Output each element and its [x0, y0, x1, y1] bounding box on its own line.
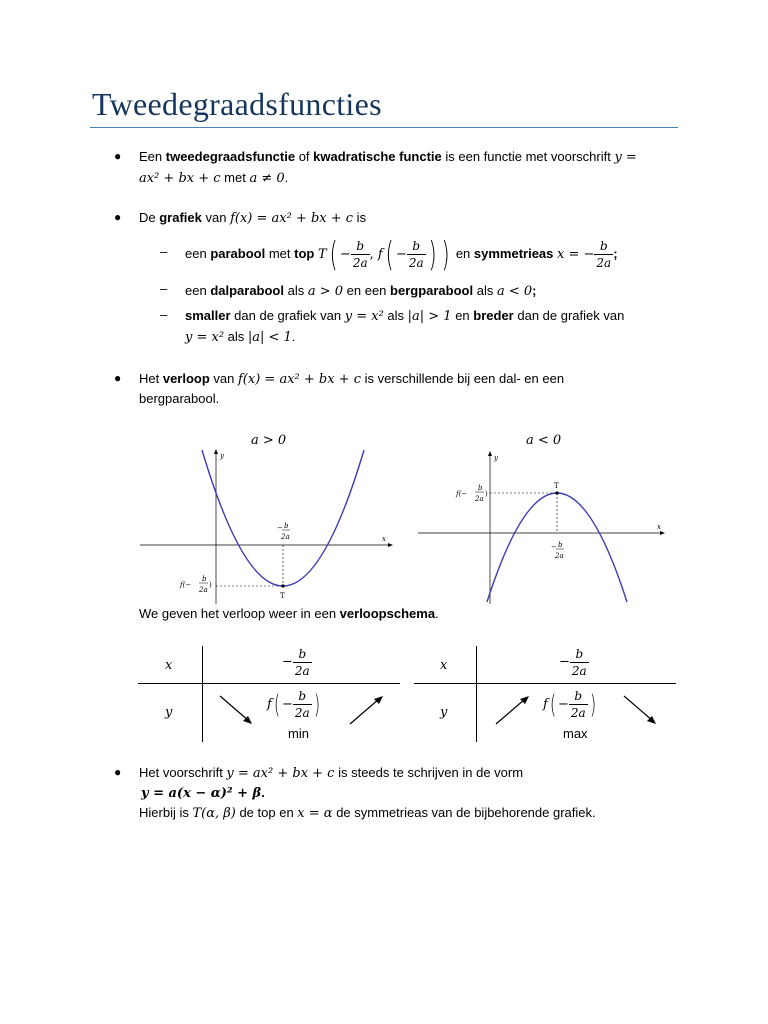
graph-bergparabool	[416, 428, 672, 604]
open-paren-icon: (	[385, 234, 394, 275]
svg-text:2a: 2a	[281, 533, 290, 541]
row-label-y: y	[165, 705, 173, 720]
vertex-label: T	[554, 482, 559, 490]
sub-item-top: een parabool met top T( − $\frac{b}{2a}$ , f( − $\frac{b}{2a}$ ) ) en symmetrieas x = − $\frac{b}{2a}$ ;	[185, 234, 618, 275]
cell-y-vertex: f( − $\frac{b}{2a}$ )	[543, 689, 596, 721]
svg-text:f(−: f(−	[456, 490, 468, 498]
dash-icon: –	[160, 307, 168, 322]
table-h-rule	[138, 683, 400, 684]
bullet-icon: ●	[114, 210, 122, 224]
svg-text:2a: 2a	[199, 586, 208, 594]
title-underline	[90, 127, 678, 128]
svg-text:−: −	[551, 543, 557, 551]
graph-label-right: a < 0	[526, 433, 562, 448]
svg-text:b: b	[284, 522, 289, 530]
svg-text:f(−: f(−	[180, 581, 192, 589]
bullet-2-line-1: De grafiek van f(x) = ax² + bx + c is	[139, 210, 367, 226]
note-max: max	[563, 726, 588, 741]
close-paren-icon: )	[441, 234, 450, 275]
cell-y-vertex: f( − $\frac{b}{2a}$ )	[267, 689, 320, 721]
vertex-point	[555, 491, 558, 494]
note-min: min	[288, 726, 309, 741]
y-axis-label: y	[494, 454, 498, 462]
vertex-label: T	[280, 592, 285, 600]
x-axis-label: x	[382, 535, 386, 543]
bullet-3-line-2: bergparabool.	[139, 391, 220, 406]
x-axis-arrow-icon	[660, 531, 665, 535]
svg-text:b: b	[202, 575, 207, 583]
svg-text:b: b	[558, 541, 563, 549]
decreasing-arrow-icon	[620, 692, 660, 728]
fraction: $\frac{b}{2a}$	[570, 689, 586, 721]
svg-text:b: b	[478, 484, 483, 492]
y-axis-arrow-icon	[488, 451, 492, 456]
open-paren-icon: (	[329, 234, 338, 275]
decreasing-arrow-icon	[216, 692, 256, 728]
sub-item-dal-berg: een dalparabool als a > 0 en een bergparabool als a < 0;	[185, 283, 537, 299]
y-axis-arrow-icon	[214, 449, 218, 454]
graph-dalparabool	[136, 428, 398, 604]
bullet-4-line-1: Het voorschrift y = ax² + bx + c is steeds te schrijven in de vorm	[139, 765, 524, 781]
row-label-x: x	[165, 658, 173, 673]
vertex-point	[281, 584, 284, 587]
fraction: $\frac{b}{2a}$	[294, 689, 310, 721]
bullet-1-line-1: Een tweedegraadsfunctie of kwadratische functie is een functie met voorschrift y =	[139, 149, 637, 165]
fraction: $\frac{b}{2a}$	[352, 239, 368, 271]
fraction: $\frac{b}{2a}$	[294, 647, 310, 678]
bullet-4-line-3: Hierbij is T(α, β) de top en x = α de symmetrieas van de bijbehorende grafiek.	[139, 805, 596, 821]
fraction: $\frac{b}{2a}$	[571, 647, 587, 678]
svg-text:−: −	[277, 524, 283, 532]
row-label-y: y	[440, 705, 448, 720]
increasing-arrow-icon	[346, 692, 386, 728]
svg-text:): )	[209, 581, 212, 589]
bullet-1-line-2: ax² + bx + c met a ≠ 0.	[139, 170, 289, 186]
sub-item-smaller-line-2: y = x² als |a| < 1.	[185, 329, 296, 345]
fraction: $\frac{b}{2a}$	[596, 239, 612, 271]
bullet-3-line-1: Het verloop van f(x) = ax² + bx + c is verschillende bij een dal- en een	[139, 371, 565, 387]
sub-item-smaller-line-1: smaller dan de grafiek van y = x² als |a| > 1 en breder dan de grafiek van	[185, 308, 625, 324]
row-label-x: x	[440, 658, 448, 673]
bullet-icon: ●	[114, 149, 122, 163]
increasing-arrow-icon	[492, 692, 532, 728]
table-v-rule	[476, 646, 477, 742]
dash-icon: –	[160, 244, 168, 259]
schema-intro: We geven het verloop weer in een verloopschema.	[139, 606, 439, 621]
y-axis-label: y	[220, 452, 224, 460]
cell-x-vertex: − $\frac{b}{2a}$	[282, 647, 310, 678]
table-h-rule	[414, 683, 676, 684]
x-axis-arrow-icon	[388, 543, 393, 547]
bullet-icon: ●	[114, 765, 122, 779]
svg-text:2a: 2a	[555, 552, 564, 560]
fraction: $\frac{b}{2a}$	[408, 239, 424, 271]
svg-text:2a: 2a	[475, 495, 484, 503]
bullet-icon: ●	[114, 371, 122, 385]
svg-text:): )	[485, 490, 488, 498]
page-title: Tweedegraadsfuncties	[92, 86, 382, 122]
dash-icon: –	[160, 281, 168, 296]
close-paren-icon: )	[428, 234, 437, 275]
table-v-rule	[202, 646, 203, 742]
bullet-4-line-2: y = a(x − α)² + β.	[141, 785, 265, 801]
cell-x-vertex: − $\frac{b}{2a}$	[559, 647, 587, 678]
graph-label-left: a > 0	[251, 433, 287, 448]
x-axis-label: x	[657, 523, 661, 531]
